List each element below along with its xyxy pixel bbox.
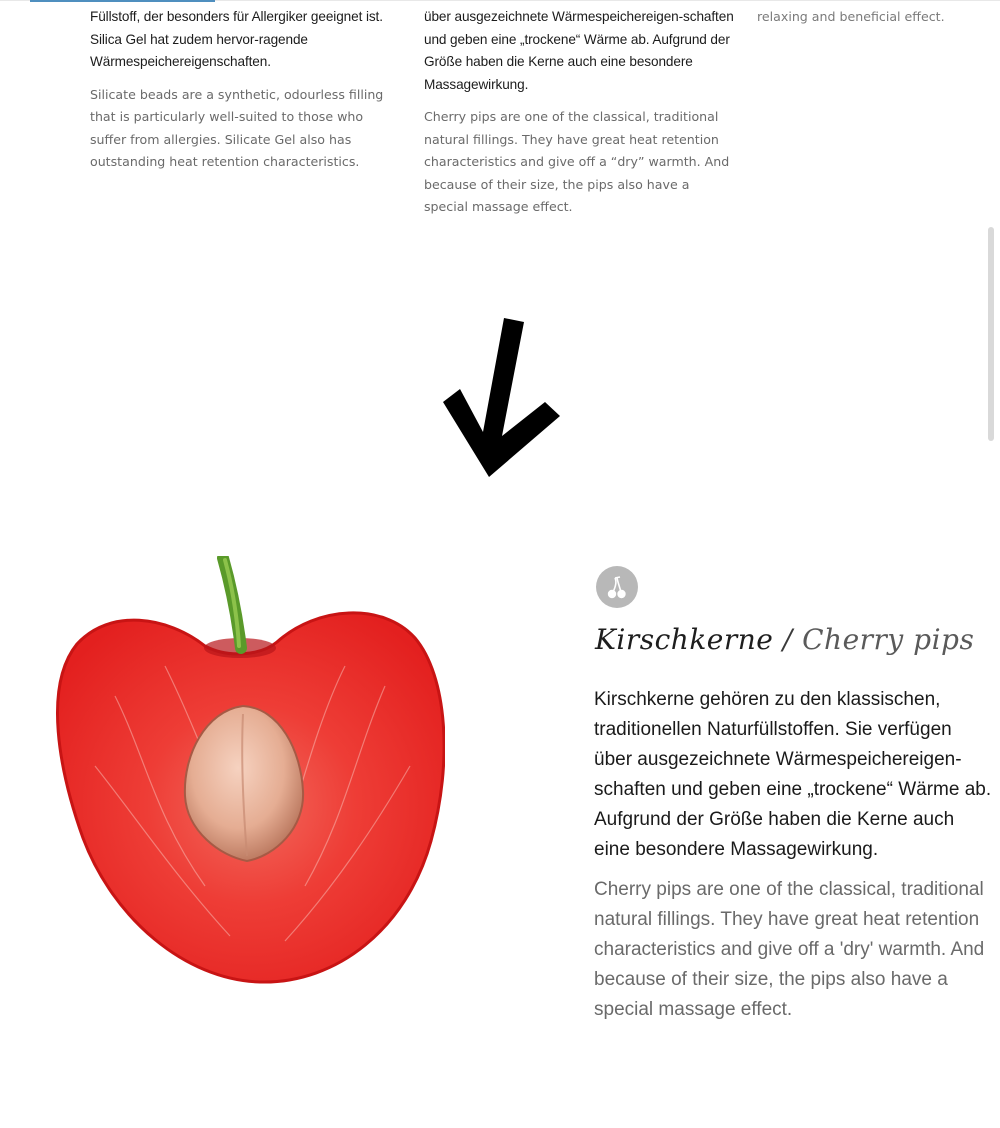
third-column-text-en: relaxing and beneficial effect.	[757, 9, 945, 24]
section-heading	[595, 620, 995, 660]
cherry-pips-text-de: über ausgezeichnete Wärmespeichereigen-schaften und geben eine „trockene“ Wärme ab. Aufgrund der Größe haben die Kerne auch eine besondere Massagewirkung.	[424, 9, 734, 92]
cherry-half-image	[55, 556, 445, 986]
cherry-pips-column	[424, 6, 734, 219]
third-column	[757, 6, 997, 29]
cherry-icon	[596, 566, 638, 608]
cherry-pips-text-en: Cherry pips are one of the classical, traditional natural fillings. They have great heat retention characteristics and give off a “dry” warmth. And because of their size, the pips also have a special massage effect.	[424, 109, 730, 214]
scrollbar-thumb[interactable]	[988, 227, 994, 441]
down-left-arrow-icon	[438, 314, 563, 482]
description-de: Kirschkerne gehören zu den klassischen, traditionellen Naturfüllstoffen. Sie verfügen über ausgezeichnete Wärmespeichereigen-schaften und geben eine „trockene“ Wärme ab. Aufgrund der Größe haben die Kerne auch eine besondere Massagewirkung.	[594, 689, 992, 860]
heading-en: Cherry pips	[802, 623, 975, 656]
silica-gel-text-de: Füllstoff, der besonders für Allergiker geeignet ist. Silica Gel hat zudem hervor-ragende Wärmespeichereigenschaften.	[90, 9, 383, 69]
silica-gel-column	[90, 6, 390, 174]
description-en: Cherry pips are one of the classical, traditional natural fillings. They have great heat retention characteristics and give off a 'dry' warmth. And because of their size, the pips also have a special massage effect.	[594, 879, 985, 1020]
top-accent-bar	[30, 0, 215, 2]
silica-gel-text-en: Silicate beads are a synthetic, odourless filling that is particularly well-suited to those who suffer from allergies. Silicate Gel also has outstanding heat retention characteristics.	[90, 86, 384, 169]
heading-de: Kirschkerne	[595, 623, 774, 656]
heading-separator: /	[782, 623, 793, 656]
